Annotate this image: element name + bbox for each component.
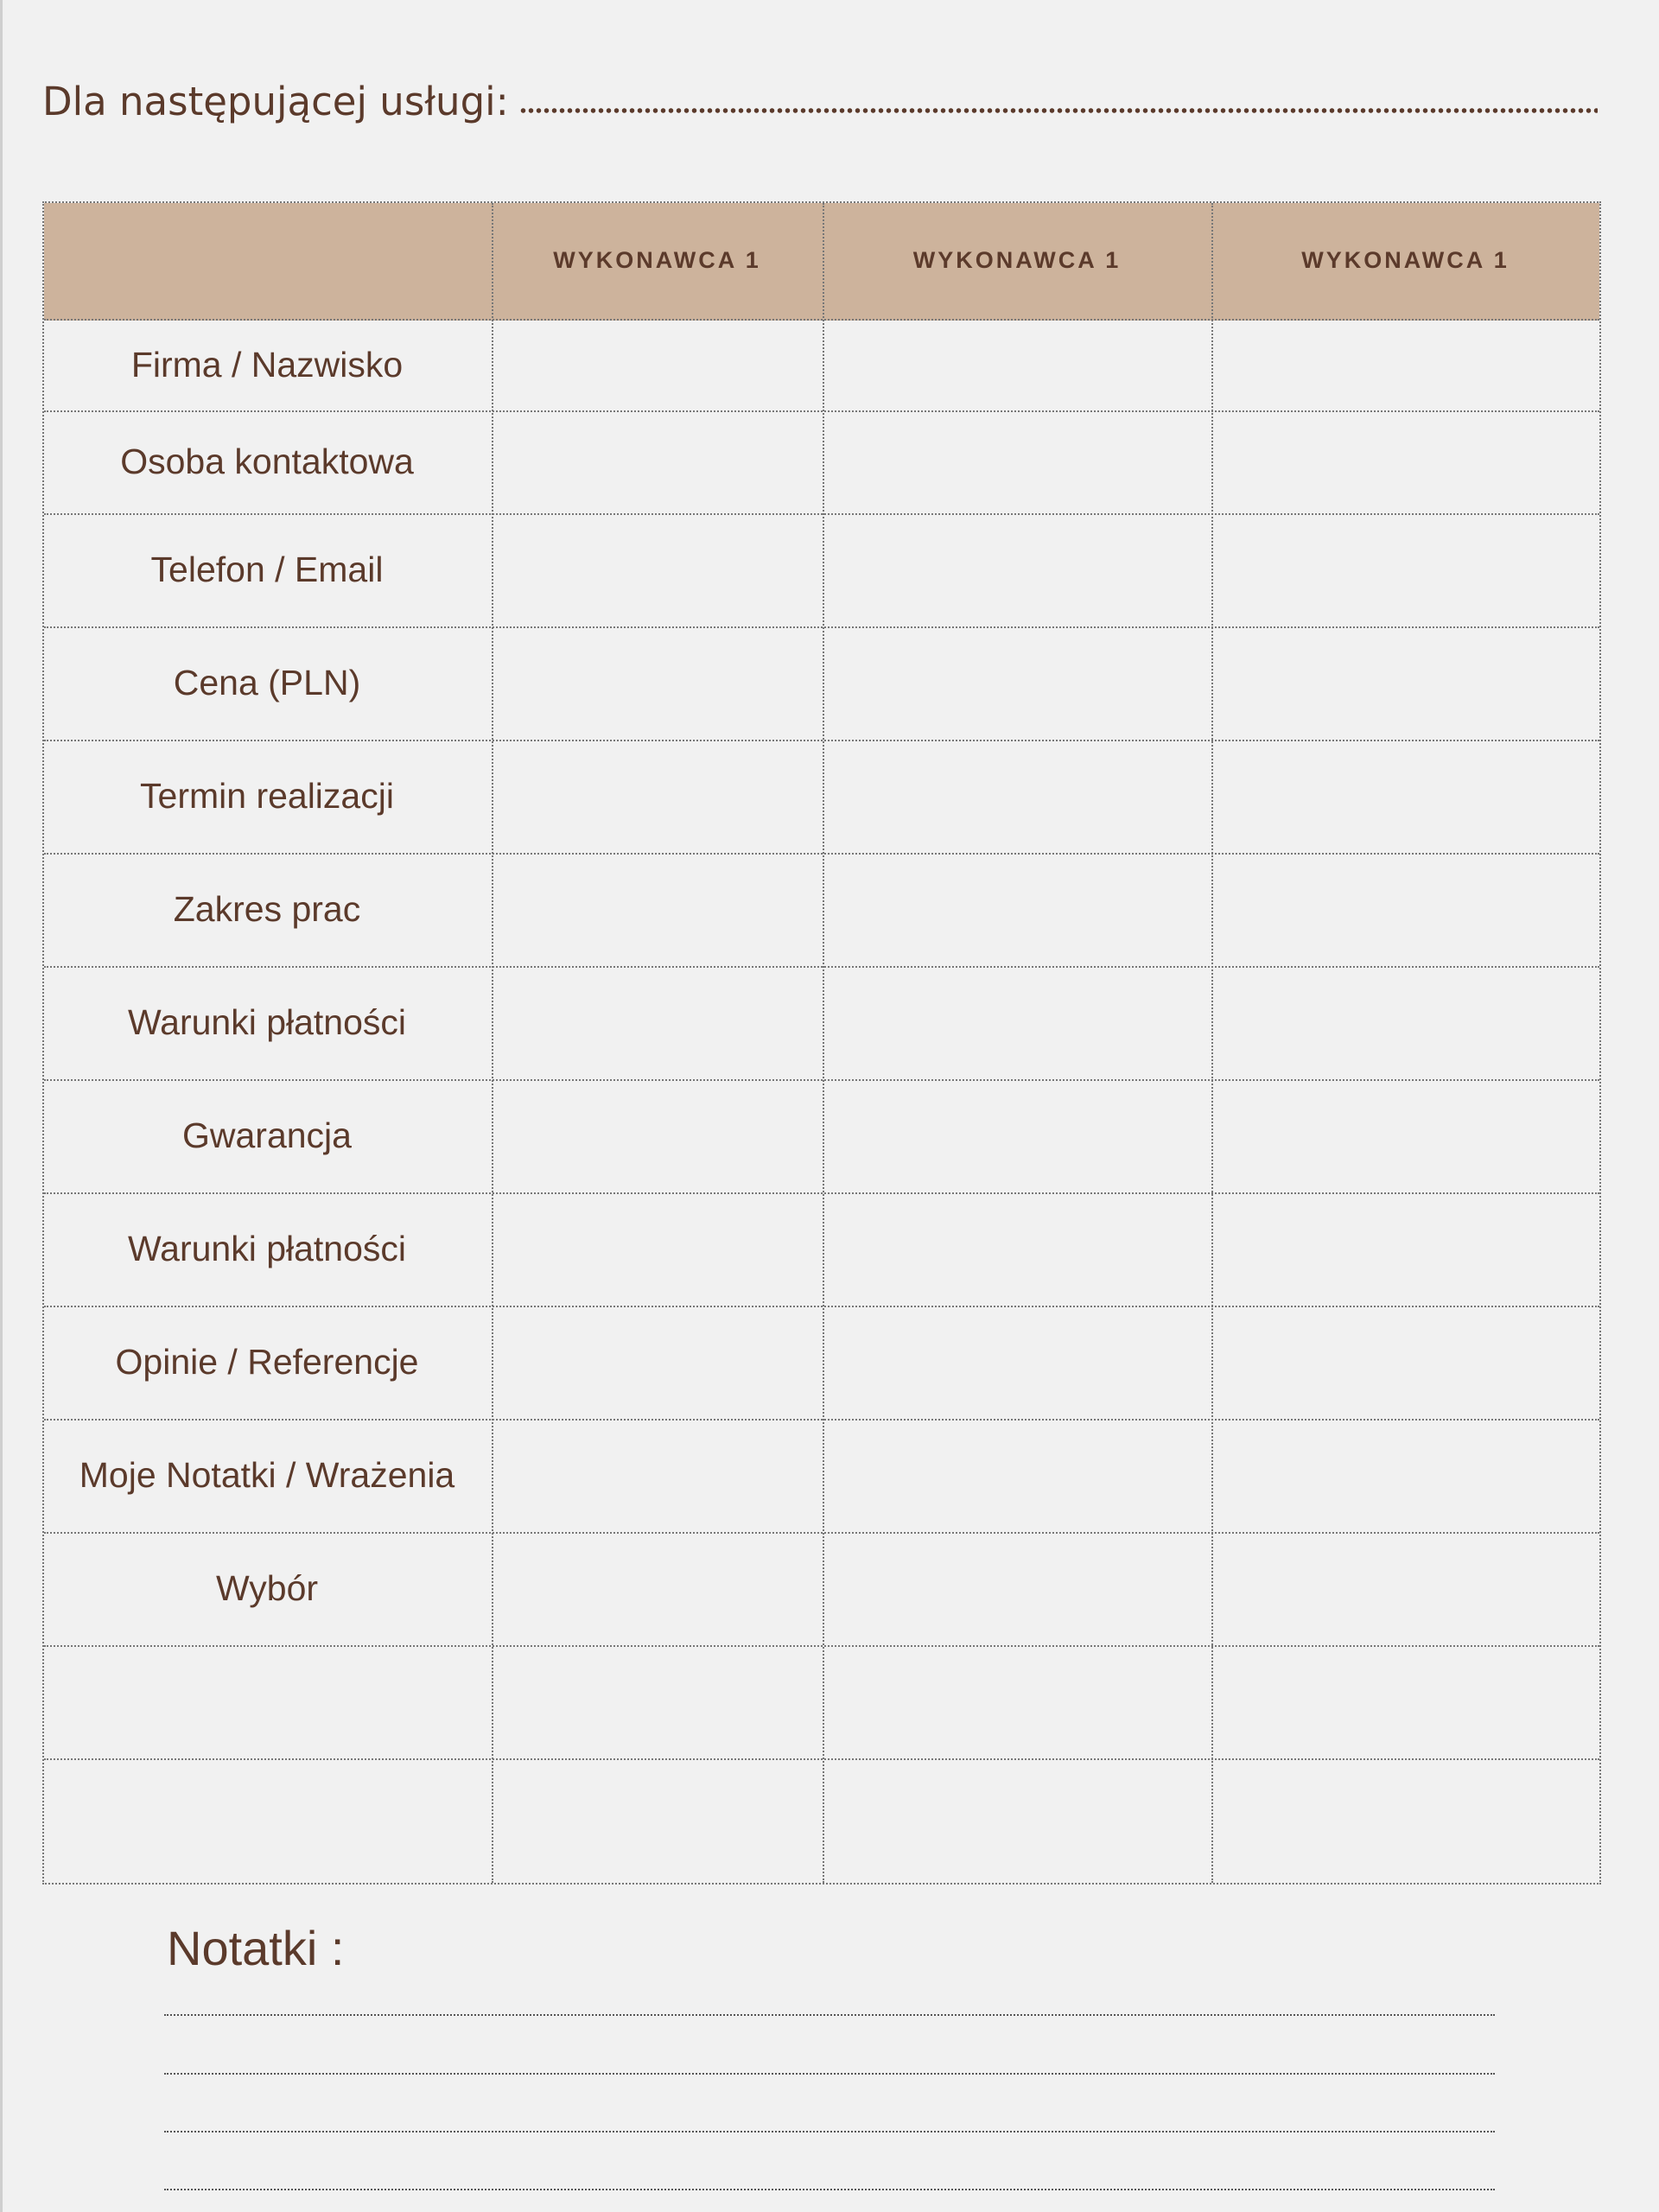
- row-label: [44, 1758, 490, 1883]
- table-row-divider: [44, 1532, 1599, 1534]
- table-cell[interactable]: [823, 410, 1211, 513]
- table-cell[interactable]: [492, 966, 823, 1079]
- table-cell[interactable]: [823, 853, 1211, 966]
- table-cell[interactable]: [823, 1645, 1211, 1758]
- table-row-divider: [44, 1306, 1599, 1307]
- row-label: Wybór: [215, 1568, 319, 1608]
- table-cell[interactable]: [823, 1192, 1211, 1306]
- table-cell[interactable]: [823, 966, 1211, 1079]
- table-cell[interactable]: [823, 1306, 1211, 1419]
- table-cell[interactable]: [492, 1079, 823, 1192]
- table-cell[interactable]: [1211, 1532, 1599, 1645]
- table-row-divider: [44, 319, 1599, 321]
- row-label: Moje Notatki / Wrażenia: [79, 1455, 455, 1495]
- table-cell[interactable]: [823, 319, 1211, 410]
- table-row-divider: [44, 1419, 1599, 1421]
- table-cell[interactable]: [492, 1419, 823, 1532]
- table-cell[interactable]: [1211, 1192, 1599, 1306]
- row-label: Zakres prac: [173, 889, 361, 929]
- row-label: Firma / Nazwisko: [130, 344, 404, 385]
- table-cell[interactable]: [1211, 626, 1599, 740]
- table-cell[interactable]: [823, 513, 1211, 626]
- table-column-divider: [823, 203, 824, 1883]
- comparison-table: [42, 201, 1601, 1885]
- table-cell[interactable]: [1211, 1306, 1599, 1419]
- row-label: [44, 1645, 490, 1758]
- table-cell[interactable]: [492, 853, 823, 966]
- table-cell[interactable]: [492, 1645, 823, 1758]
- table-cell[interactable]: [1211, 1645, 1599, 1758]
- table-row-divider: [44, 513, 1599, 515]
- table-row-divider: [44, 1079, 1599, 1081]
- table-cell[interactable]: [823, 1419, 1211, 1532]
- table-cell[interactable]: [492, 513, 823, 626]
- table-cell[interactable]: [823, 1758, 1211, 1883]
- service-title: Dla następującej usługi:: [42, 79, 509, 124]
- table-row-divider: [44, 1192, 1599, 1194]
- table-cell[interactable]: [1211, 853, 1599, 966]
- row-label: Gwarancja: [182, 1116, 352, 1155]
- table-cell[interactable]: [1211, 1419, 1599, 1532]
- table-cell[interactable]: [1211, 966, 1599, 1079]
- table-cell[interactable]: [1211, 513, 1599, 626]
- table-cell[interactable]: [492, 1306, 823, 1419]
- page-edge: [0, 0, 3, 2212]
- row-label: Cena (PLN): [173, 663, 361, 702]
- column-header-2: WYKONAWCA 1: [912, 246, 1122, 273]
- table-cell[interactable]: [823, 1532, 1211, 1645]
- table-row-divider: [44, 626, 1599, 628]
- table-cell[interactable]: [492, 626, 823, 740]
- row-label: Telefon / Email: [150, 550, 384, 589]
- row-label: Warunki płatności: [127, 1002, 407, 1042]
- table-cell[interactable]: [823, 1079, 1211, 1192]
- table-cell[interactable]: [492, 740, 823, 853]
- column-header-1: WYKONAWCA 1: [553, 246, 761, 273]
- table-column-divider: [1211, 203, 1213, 1883]
- note-line[interactable]: [164, 2131, 1495, 2133]
- note-line[interactable]: [164, 2014, 1495, 2016]
- table-cell[interactable]: [492, 1192, 823, 1306]
- table-cell[interactable]: [1211, 319, 1599, 410]
- table-row-divider: [44, 966, 1599, 968]
- table-cell[interactable]: [492, 1758, 823, 1883]
- row-label: Termin realizacji: [140, 776, 394, 816]
- notes-title: Notatki :: [167, 1921, 345, 1975]
- table-row-divider: [44, 1758, 1599, 1760]
- table-cell[interactable]: [823, 626, 1211, 740]
- table-cell[interactable]: [492, 319, 823, 410]
- table-row-divider: [44, 740, 1599, 741]
- table-cell[interactable]: [492, 410, 823, 513]
- table-row-divider: [44, 853, 1599, 855]
- service-fill-line[interactable]: [519, 107, 1598, 114]
- service-title-row: [42, 64, 1598, 124]
- table-cell[interactable]: [1211, 740, 1599, 853]
- note-line[interactable]: [164, 2073, 1495, 2075]
- table-row-divider: [44, 410, 1599, 412]
- table-cell[interactable]: [1211, 1758, 1599, 1883]
- row-label: Warunki płatności: [127, 1229, 407, 1268]
- table-cell[interactable]: [1211, 1079, 1599, 1192]
- column-header-3: WYKONAWCA 1: [1301, 246, 1510, 273]
- row-label: Opinie / Referencje: [115, 1342, 419, 1382]
- row-label: Osoba kontaktowa: [120, 442, 414, 481]
- table-cell[interactable]: [492, 1532, 823, 1645]
- table-cell[interactable]: [823, 740, 1211, 853]
- table-column-divider: [492, 203, 493, 1883]
- table-row-divider: [44, 1645, 1599, 1647]
- note-line[interactable]: [164, 2189, 1495, 2190]
- table-cell[interactable]: [1211, 410, 1599, 513]
